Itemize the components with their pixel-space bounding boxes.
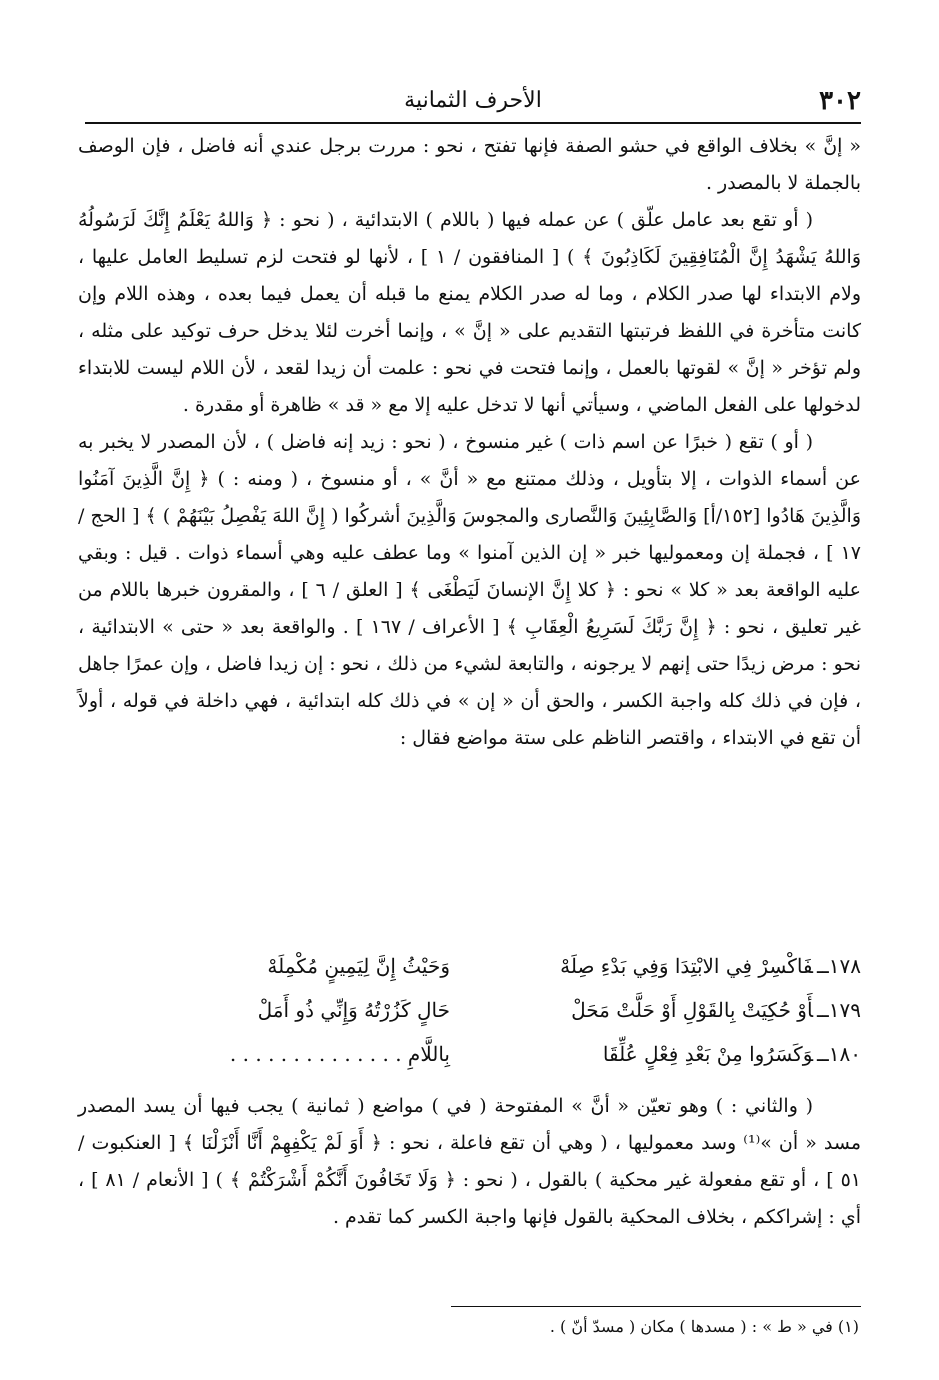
footnote: (١) في « ط » : ( مسدها ) مكان ( مسدّ أنّ ) . — [549, 1317, 859, 1336]
verse-second-half: حَالٍ كَزُرْتُهُ وَإِنِّي ذُو أَمَلْ — [257, 998, 450, 1022]
verse-number: ١٨٠ــ — [817, 1042, 861, 1066]
paragraph: « إنَّ » بخلاف الواقع في حشو الصفة فإنها تفتح ، نحو : مررت برجل عندي أنه فاضل ، فإن الوصف بالجملة لا بالمصدر . — [78, 135, 861, 194]
body-text — [78, 128, 861, 757]
verse-second-half: بِاللَّامِ . . . . . . . . . . . . . . — [229, 1042, 450, 1066]
running-title: الأحرف الثمانية — [404, 88, 542, 113]
verse-first-half: وَكَسَرُوا مِنْ بَعْدِ فِعْلٍ عُلِّقَا — [602, 1042, 814, 1066]
verse-first-half: أَوْ حُكِيَتْ بِالقَوْلِ أَوْ حَلَّتْ مَحَلْ — [571, 998, 814, 1022]
verse-line — [120, 1034, 861, 1078]
verse-first-half: فَاكْسِرْ فِي الابْتِدَا وَفِي بَدْءِ صِلَهْ — [560, 954, 814, 978]
verse-block — [120, 946, 861, 1078]
verse-number: ١٧٨ــ — [817, 954, 861, 978]
paragraph: ( والثاني : ) وهو تعيّن « أنَّ » المفتوحة ( في ) مواضع ( ثمانية ) يجب فيها أن يسد المصدر مسد « أن »⁽¹⁾ وسد معموليها ، ( وهي أن تقع فاعلة ، نحو : ﴿ أَوَ لَمْ يَكْفِهِمْ أَنَّا أَنْزَلْنَا ﴾ [ العنكبوت / ٥١ ] ، أو تقع مفعولة غير محكية ) بالقول ، ( نحو : ﴿ وَلَا تَخَافُونَ أَنَّكُمْ أَشْرَكْتُمْ ﴾ ) [ الأنعام / ٨١ ] ، أي : إشراككم ، بخلاف المحكية بالقول فإنها واجبة الكسر كما تقدم . — [78, 1095, 861, 1228]
page-header — [85, 84, 861, 124]
verse-second-half: وَحَيْثُ إِنَّ لِيَمِينٍ مُكْمِلَهْ — [267, 954, 450, 978]
page-number: ٣٠٢ — [819, 86, 861, 116]
verse-line — [120, 946, 861, 990]
paragraph: ( أو تقع بعد عامل علّق ) عن عمله فيها ( باللام ) الابتدائية ، ( نحو : ﴿ وَاللهُ يَعْلَمُ إِنَّكَ لَرَسُولُهُ وَاللهُ يَشْهَدُ إِنَّ الْمُنَافِقِينَ لَكَاذِبُونَ ﴾ ) [ المنافقون / ١ ] ، لأنها لو فتحت لزم تسليط العامل عليها ، ولام الابتداء لها صدر الكلام ، وما له صدر الكلام يمنع ما قبله أن يعمل فيما بعده ، وهذه اللام وإن كانت متأخرة في اللفظ فرتبتها التقديم على « إنَّ » ، وإنما أخرت لئلا يدخل حرف توكيد على مثله ، ولم تؤخر « إنَّ » لقوتها بالعمل ، وإنما فتحت في نحو : علمت أن زيدا لقعد ، لأن اللام ليست للابتداء لدخولها على الفعل الماضي ، وسيأتي أنها لا تدخل عليه إلا مع « قد » ظاهرة أو مقدرة . — [78, 209, 861, 416]
paragraph: ( أو ) تقع ( خبرًا عن اسم ذات ) غير منسوخ ، ( نحو : زيد إنه فاضل ) ، لأن المصدر لا يخبر به عن أسماء الذوات ، إلا بتأويل ، وذلك ممتنع مع « أنَّ » ، أو منسوخ ، ( ومنه : ) ﴿ إِنَّ الَّذِينَ آمَنُوا وَالَّذِينَ هَادُوا [١٥٢/أ] وَالصَّابِئِينَ وَالنَّصارى والمجوسَ وَالَّذِينَ أشركُوا ( إِنَّ اللهَ يَفْصِلُ بَيْنَهُمْ ) ﴾ [ الحج / ١٧ ] ، فجملة إن ومعموليها خبر « إن الذين آمنوا » وما عطف عليه وهي أسماء ذوات . قيل : وبقي عليه الواقعة بعد « كلا » نحو : ﴿ كلا إِنَّ الإنسانَ لَيَطْغَى ﴾ [ العلق / ٦ ] ، والمقرون خبرها باللام من غير تعليق ، نحو : ﴿ إِنَّ رَبَّكَ لَسَرِيعُ الْعِقَابِ ﴾ [ الأعراف / ١٦٧ ] . والواقعة بعد « حتى » الابتدائية ، نحو : مرض زيدًا حتى إنهم لا يرجونه ، والتابعة لشيء من ذلك ، نحو : إن زيدا فاضل ، وإن عمرًا جاهل ، فإن في ذلك كله واجبة الكسر ، والحق أن « إن » في ذلك كله ابتدائية ، فهي داخلة في قوله ، أولاً أن تقع في الابتداء ، واقتصر الناظم على ستة مواضع فقال : — [78, 431, 861, 749]
footnote-divider — [451, 1306, 861, 1307]
verse-number: ١٧٩ــ — [817, 998, 861, 1022]
verse-line — [120, 990, 861, 1034]
body-text-continued — [78, 1088, 861, 1236]
